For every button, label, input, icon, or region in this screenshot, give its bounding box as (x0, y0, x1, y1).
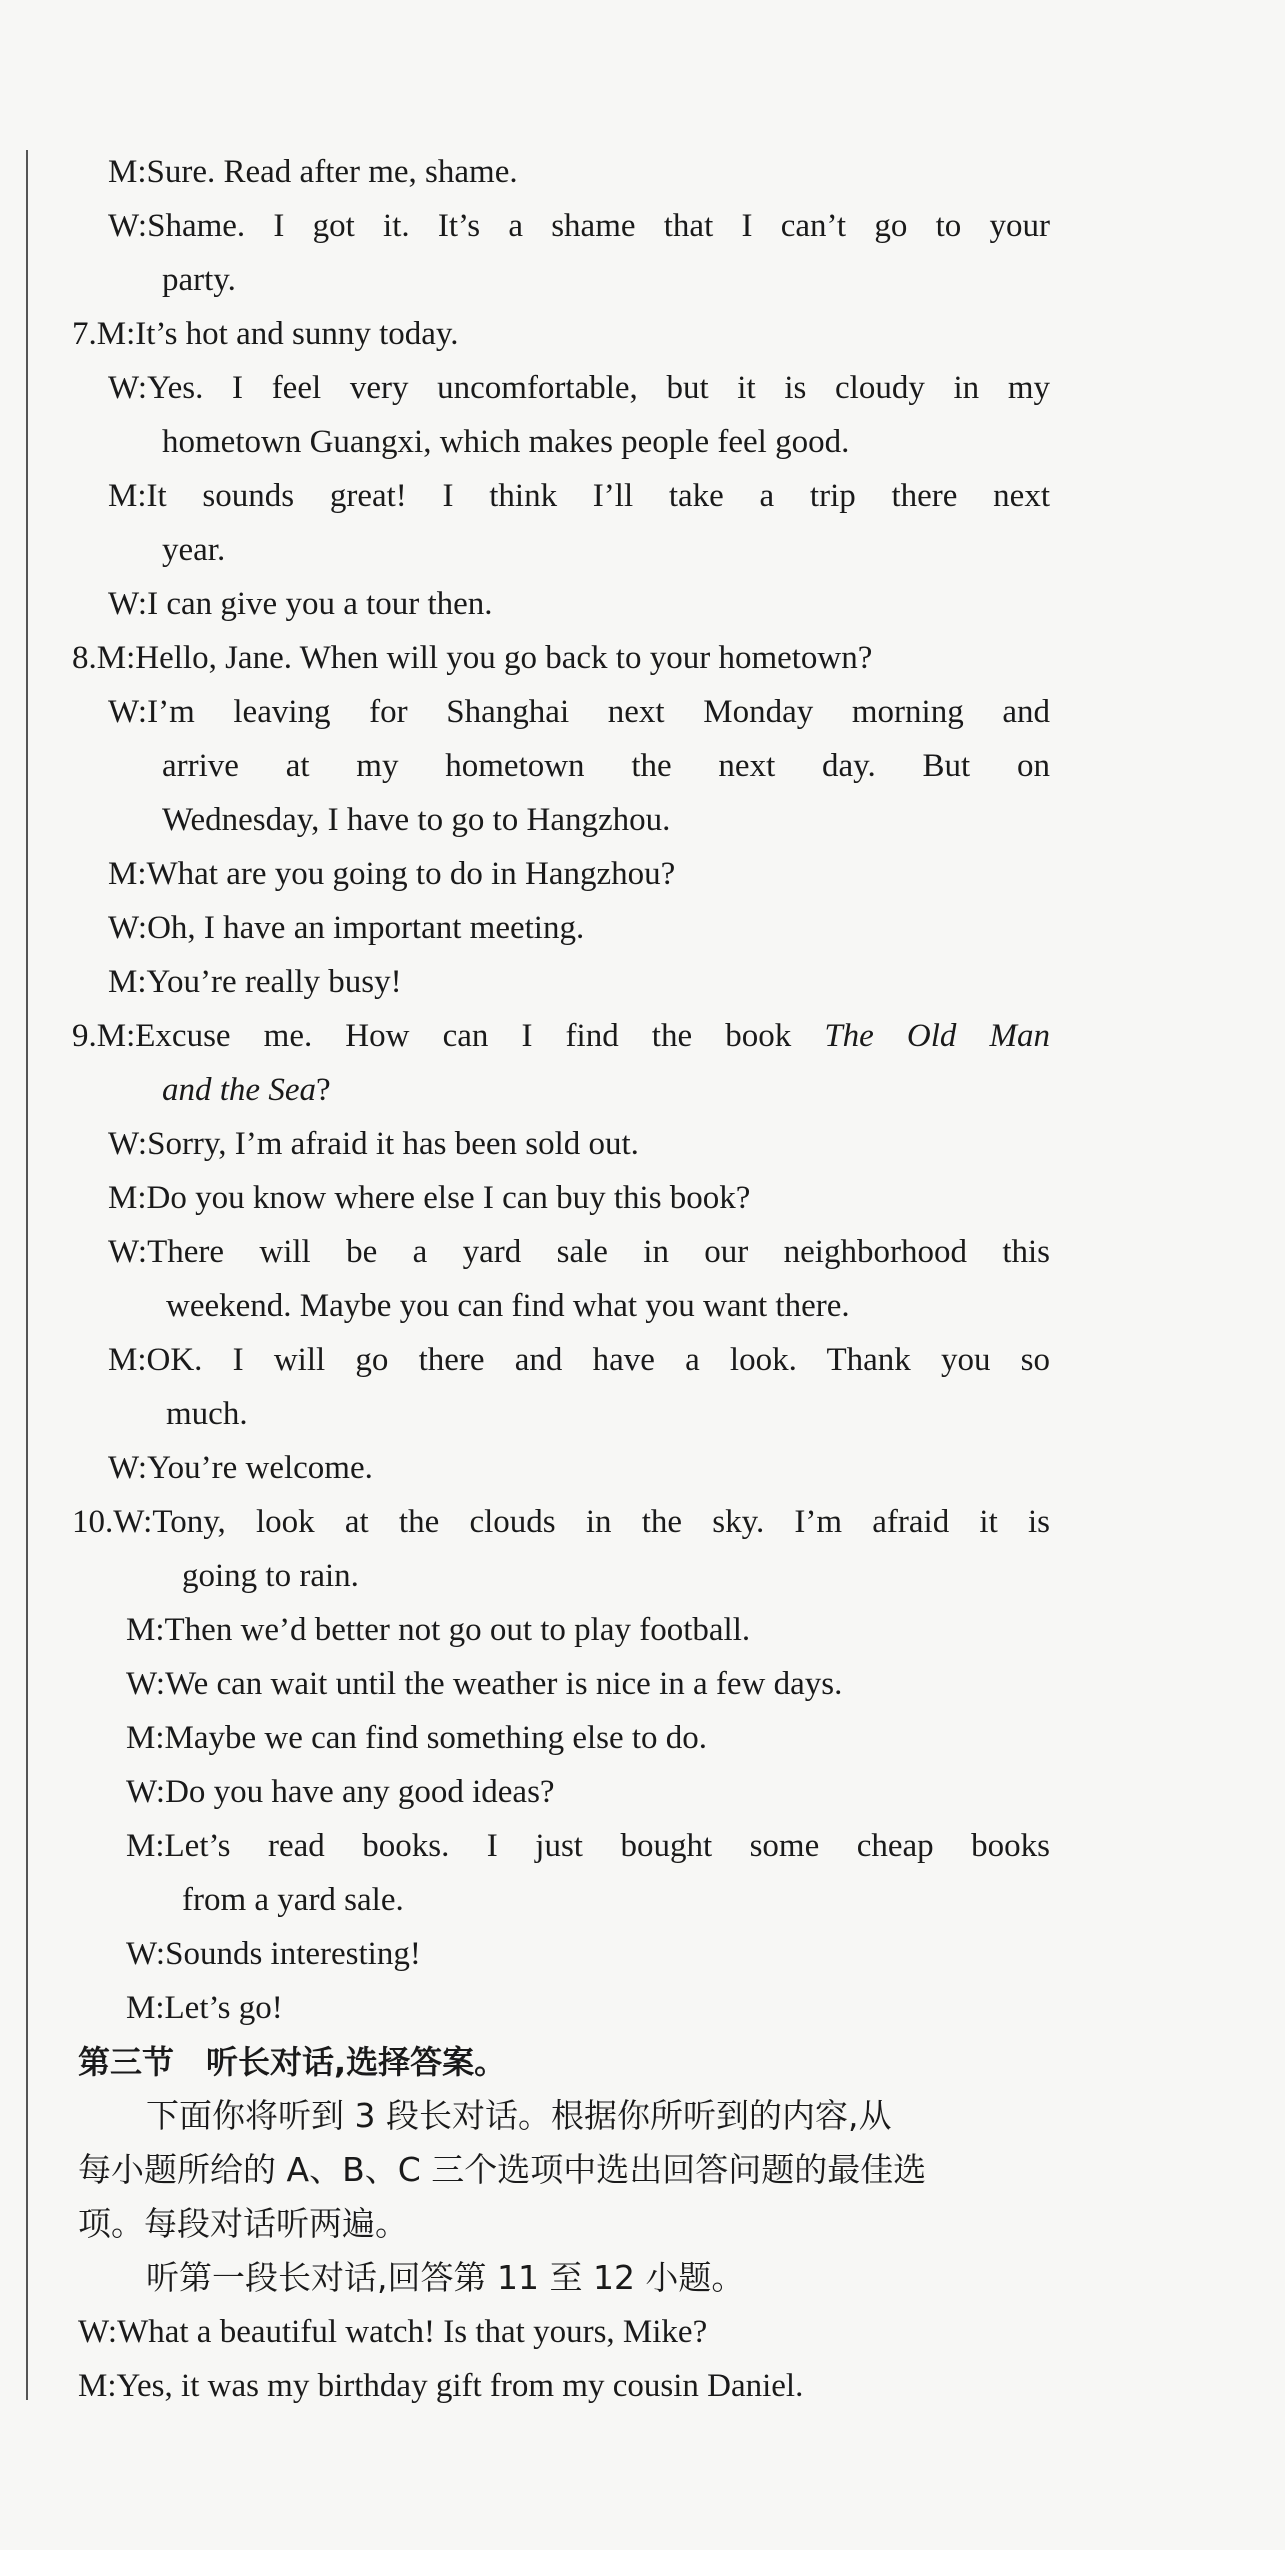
dialogue-line: W:Do you have any good ideas? (126, 1774, 555, 1810)
book-title: The Old Man (824, 1018, 1050, 1054)
dialogue-line: M:Sure. Read after me, shame. (108, 154, 518, 190)
dialogue-line (162, 1068, 331, 1112)
dialogue-line: M:Then we’d better not go out to play football. (126, 1612, 751, 1648)
dialogue-line: M:What are you going to do in Hangzhou? (108, 856, 676, 892)
instruction-text: 项。每段对话听两遍。 (78, 2204, 408, 2243)
dialogue-line: M:Yes, it was my birthday gift from my cousin Daniel. (78, 2368, 804, 2404)
section-heading: 第三节 听长对话,选择答案。 (78, 2043, 507, 2081)
dialogue-line: M:Let’s go! (126, 1990, 283, 2026)
dialogue-line: M:You’re really busy! (108, 964, 402, 1000)
instruction-text: 下面你将听到 3 段长对话。根据你所听到的内容,从 (146, 2096, 892, 2135)
book-title: and the Sea (162, 1072, 316, 1108)
sub-instruction: 听第一段长对话,回答第 11 至 12 小题。 (146, 2258, 745, 2297)
dialogue-line: M:Do you know where else I can buy this book? (108, 1180, 751, 1216)
dialogue-line: W:You’re welcome. (108, 1450, 373, 1486)
dialogue-line: W:Sounds interesting! (126, 1936, 421, 1972)
dialogue-line: weekend. Maybe you can find what you want there. (166, 1288, 850, 1324)
dialogue-line: going to rain. (182, 1558, 359, 1594)
dialogue-line: M:Let’s read books. I just bought some cheap books (126, 1828, 1050, 1864)
dialogue-line: W:What a beautiful watch! Is that yours, Mike? (78, 2314, 708, 2350)
dialogue-line: hometown Guangxi, which makes people feel good. (162, 424, 850, 460)
dialogue-line: W:There will be a yard sale in our neighborhood this (108, 1234, 1050, 1270)
dialogue-line (72, 1014, 1050, 1058)
dialogue-line: 8.M:Hello, Jane. When will you go back to your hometown? (72, 640, 873, 676)
dialogue-line: W:Shame. I got it. It’s a shame that I can’t go to your (108, 208, 1050, 244)
dialogue-line: arrive at my hometown the next day. But on (162, 748, 1050, 784)
dialogue-line: from a yard sale. (182, 1882, 404, 1918)
dialogue-line: W:Yes. I feel very uncomfortable, but it is cloudy in my (108, 370, 1050, 406)
line-text: ? (315, 1072, 331, 1108)
dialogue-line: M:Maybe we can find something else to do. (126, 1720, 708, 1756)
line-text: 9.M:Excuse me. How can I find the book (72, 1018, 825, 1054)
dialogue-line: 7.M:It’s hot and sunny today. (72, 316, 459, 352)
dialogue-line: M:It sounds great! I think I’ll take a trip there next (108, 478, 1050, 514)
dialogue-line: W:Oh, I have an important meeting. (108, 910, 585, 946)
dialogue-line: 10.W:Tony, look at the clouds in the sky. I’m afraid it is (72, 1504, 1050, 1540)
dialogue-line: M:OK. I will go there and have a look. Thank you so (108, 1342, 1050, 1378)
margin-rule (26, 150, 28, 2400)
dialogue-line: W:I can give you a tour then. (108, 586, 493, 622)
dialogue-line: much. (166, 1396, 248, 1432)
dialogue-line: W:I’m leaving for Shanghai next Monday morning and (108, 694, 1050, 730)
dialogue-line: W:We can wait until the weather is nice in a few days. (126, 1666, 843, 1702)
dialogue-line: year. (162, 532, 226, 568)
dialogue-line: W:Sorry, I’m afraid it has been sold out. (108, 1126, 639, 1162)
dialogue-line: Wednesday, I have to go to Hangzhou. (162, 802, 671, 838)
instruction-text: 每小题所给的 A、B、C 三个选项中选出回答问题的最佳选 (78, 2150, 927, 2189)
dialogue-line: party. (162, 262, 236, 298)
